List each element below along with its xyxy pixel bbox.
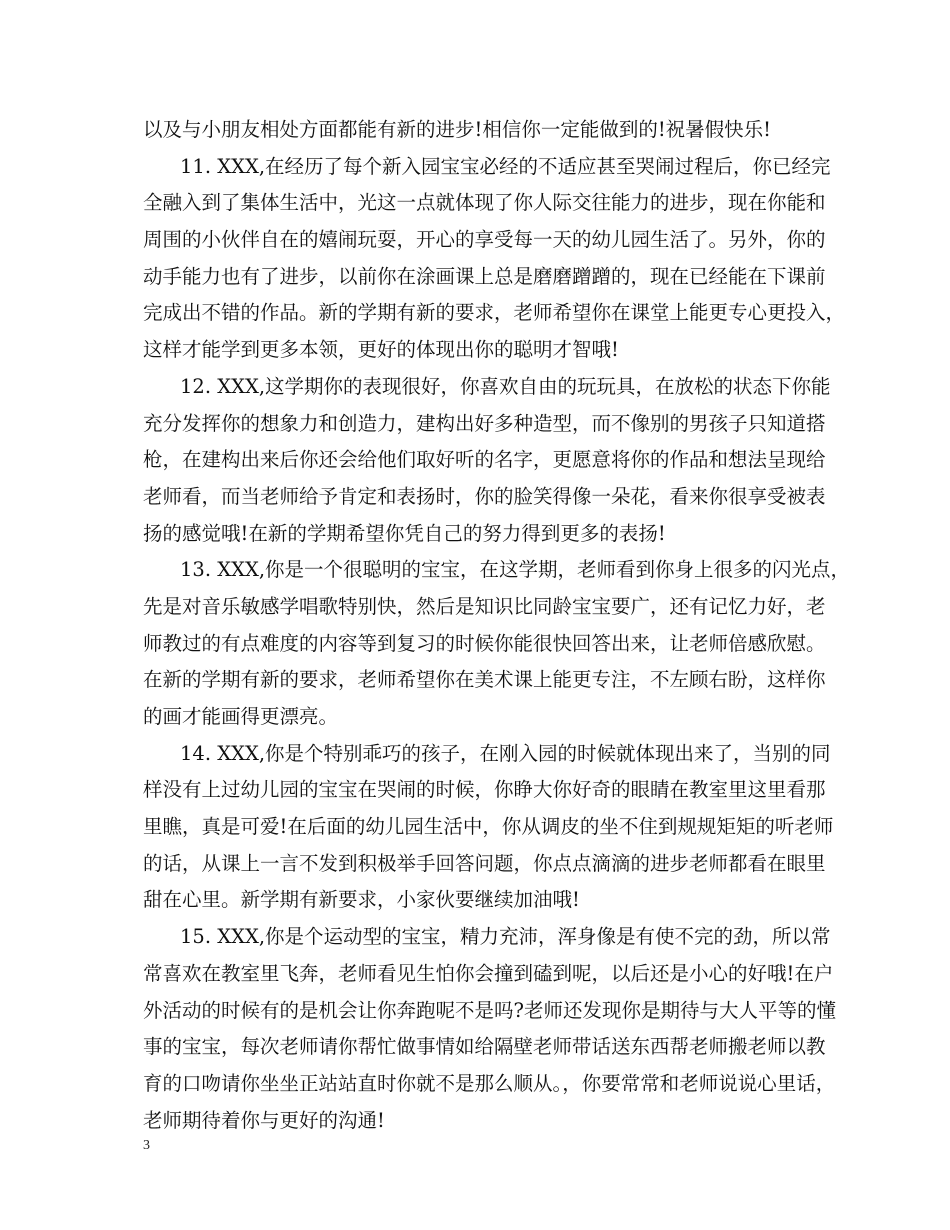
text-line: 11. XXX,在经历了每个新入园宝宝必经的不适应甚至哭闹过程后，你已经完 (180, 154, 831, 178)
text-line: 的话，从课上一言不发到积极举手回答问题，你点点滴滴的进步老师都看在眼里 (143, 851, 826, 875)
text-line: 里瞧，真是可爱!在后面的幼儿园生活中，你从调皮的坐不住到规规矩矩的听老师 (143, 815, 834, 839)
text-line: 老师期待着你与更好的沟通! (143, 1108, 385, 1132)
document-body (143, 112, 851, 1139)
text-line: 充分发挥你的想象力和创造力，建构出好多种造型，而不像别的男孩子只知道搭 (143, 411, 826, 435)
text-line: 完成出不错的作品。新的学期有新的要求，老师希望你在课堂上能更专心更投入， (143, 301, 846, 325)
paragraph-item-14 (143, 736, 834, 919)
text-line: 以及与小朋友相处方面都能有新的进步!相信你一定能做到的!祝暑假快乐! (143, 118, 772, 141)
text-line: 15. XXX,你是个运动型的宝宝，精力充沛，浑身像是有使不完的劲，所以常 (180, 925, 831, 949)
text-line: 师教过的有点难度的内容等到复习的时候你能很快回答出来，让老师倍感欣慰。 (143, 631, 826, 655)
text-line: 14. XXX,你是个特别乖巧的孩子，在刚入园的时候就体现出来了，当别的同 (180, 741, 831, 765)
text-line: 外活动的时候有的是机会让你奔跑呢不是吗?老师还发现你是期待与大人平等的懂 (143, 998, 836, 1022)
text-line: 动手能力也有了进步，以前你在涂画课上总是磨磨蹭蹭的，现在已经能在下课前 (143, 264, 826, 288)
text-line: 12. XXX,这学期你的表现很好，你喜欢自由的玩玩具，在放松的状态下你能 (180, 374, 831, 398)
text-line: 这样才能学到更多本领，更好的体现出你的聪明才智哦! (143, 338, 619, 362)
text-line: 的画才能画得更漂亮。 (143, 705, 339, 728)
text-line: 育的口吻请你坐坐正站站直时你就不是那么顺从。，你要常常和老师说说心里话， (143, 1071, 836, 1095)
paragraph-item-12 (143, 369, 831, 552)
page-number: 3 (143, 1138, 150, 1153)
text-line: 枪，在建构出来后你还会给他们取好听的名字，更愿意将你的作品和想法呈现给 (143, 448, 826, 472)
text-line: 老师看，而当老师给予肯定和表扬时，你的脸笑得像一朵花，看来你很享受被表 (143, 484, 826, 508)
paragraph-continuation (143, 112, 823, 149)
text-line: 周围的小伙伴自在的嬉闹玩耍，开心的享受每一天的幼儿园生活了。另外，你的 (143, 228, 826, 252)
text-line: 扬的感觉哦!在新的学期希望你凭自己的努力得到更多的表扬! (143, 521, 666, 545)
paragraph-item-15 (143, 919, 836, 1139)
text-line: 在新的学期有新的要求，老师希望你在美术课上能更专注，不左顾右盼，这样你 (143, 668, 826, 692)
paragraph-item-13 (143, 552, 851, 735)
text-line: 13. XXX,你是一个很聪明的宝宝，在这学期，老师看到你身上很多的闪光点， (180, 558, 851, 582)
text-line: 先是对音乐敏感学唱歌特别快，然后是知识比同龄宝宝要广，还有记忆力好，老 (143, 594, 826, 618)
text-line: 甜在心里。新学期有新要求，小家伙要继续加油哦! (143, 888, 580, 912)
text-line: 常喜欢在教室里飞奔，老师看见生怕你会撞到磕到呢，以后还是小心的好哦!在户 (143, 961, 834, 985)
text-line: 样没有上过幼儿园的宝宝在哭闹的时候，你睁大你好奇的眼睛在教室里这里看那 (143, 778, 826, 802)
text-line: 事的宝宝，每次老师请你帮忙做事情如给隔壁老师带话送东西帮老师搬老师以教 (143, 1035, 826, 1059)
text-line: 全融入到了集体生活中，光这一点就体现了你人际交往能力的进步，现在你能和 (143, 191, 826, 215)
paragraph-item-11 (143, 149, 846, 369)
